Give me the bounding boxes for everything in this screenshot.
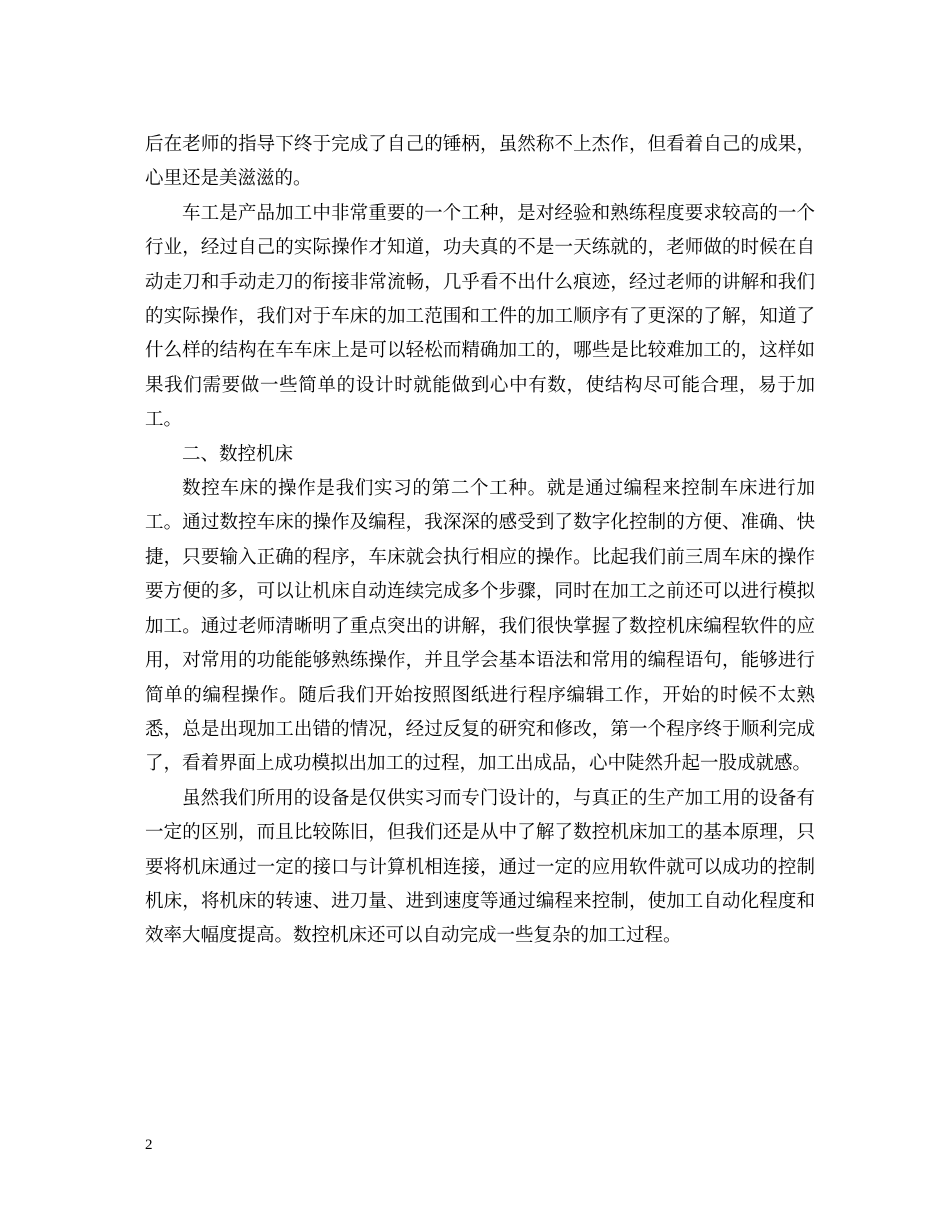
- page-number: 2: [145, 1137, 153, 1153]
- paragraph-continuation: 后在老师的指导下终于完成了自己的锤柄，虽然称不上杰作，但看着自己的成果，心里还是美滋滋的。: [145, 134, 815, 190]
- section-heading-cnc: 二、数控机床: [182, 443, 294, 465]
- paragraph-cnc-operation: 数控车床的操作是我们实习的第二个工种。就是通过编程来控制车床进行加工。通过数控车床的操作及编程，我深深的感受到了数字化控制的方便、准确、快捷，只要输入正确的程序，车床就会执行相应的操作。比起我们前三周车床的操作要方便的多，可以让机床自动连续完成多个步骤，同时在加工之前还可以进行模拟加工。通过老师清晰明了重点突出的讲解，我们很快掌握了数控机床编程软件的应用，对常用的功能能够熟练操作，并且学会基本语法和常用的编程语句，能够进行简单的编程操作。随后我们开始按照图纸进行程序编辑工作，开始的时候不太熟悉，总是出现加工出错的情况，经过反复的研究和修改，第一个程序终于顺利完成了，看着界面上成功模拟出加工的过程，加工出成品，心中陡然升起一股成就感。: [145, 478, 815, 775]
- document-body: [145, 128, 815, 954]
- paragraph-cnc-equipment: 虽然我们所用的设备是仅供实习而专门设计的，与真正的生产加工用的设备有一定的区别，而且比较陈旧，但我们还是从中了解了数控机床加工的基本原理，只要将机床通过一定的接口与计算机相连接，通过一定的应用软件就可以成功的控制机床，将机床的转速、进刀量、进到速度等通过编程来控制，使加工自动化程度和效率大幅度提高。数控机床还可以自动完成一些复杂的加工过程。: [145, 787, 815, 947]
- paragraph-lathe-work: 车工是产品加工中非常重要的一个工种，是对经验和熟练程度要求较高的一个行业，经过自己的实际操作才知道，功夫真的不是一天练就的，老师做的时候在自动走刀和手动走刀的衔接非常流畅，几乎看不出什么痕迹，经过老师的讲解和我们的实际操作，我们对于车床的加工范围和工件的加工顺序有了更深的了解，知道了什么样的结构在车车床上是可以轻松而精确加工的，哪些是比较难加工的，这样如果我们需要做一些简单的设计时就能做到心中有数，使结构尽可能合理，易于加工。: [145, 202, 815, 431]
